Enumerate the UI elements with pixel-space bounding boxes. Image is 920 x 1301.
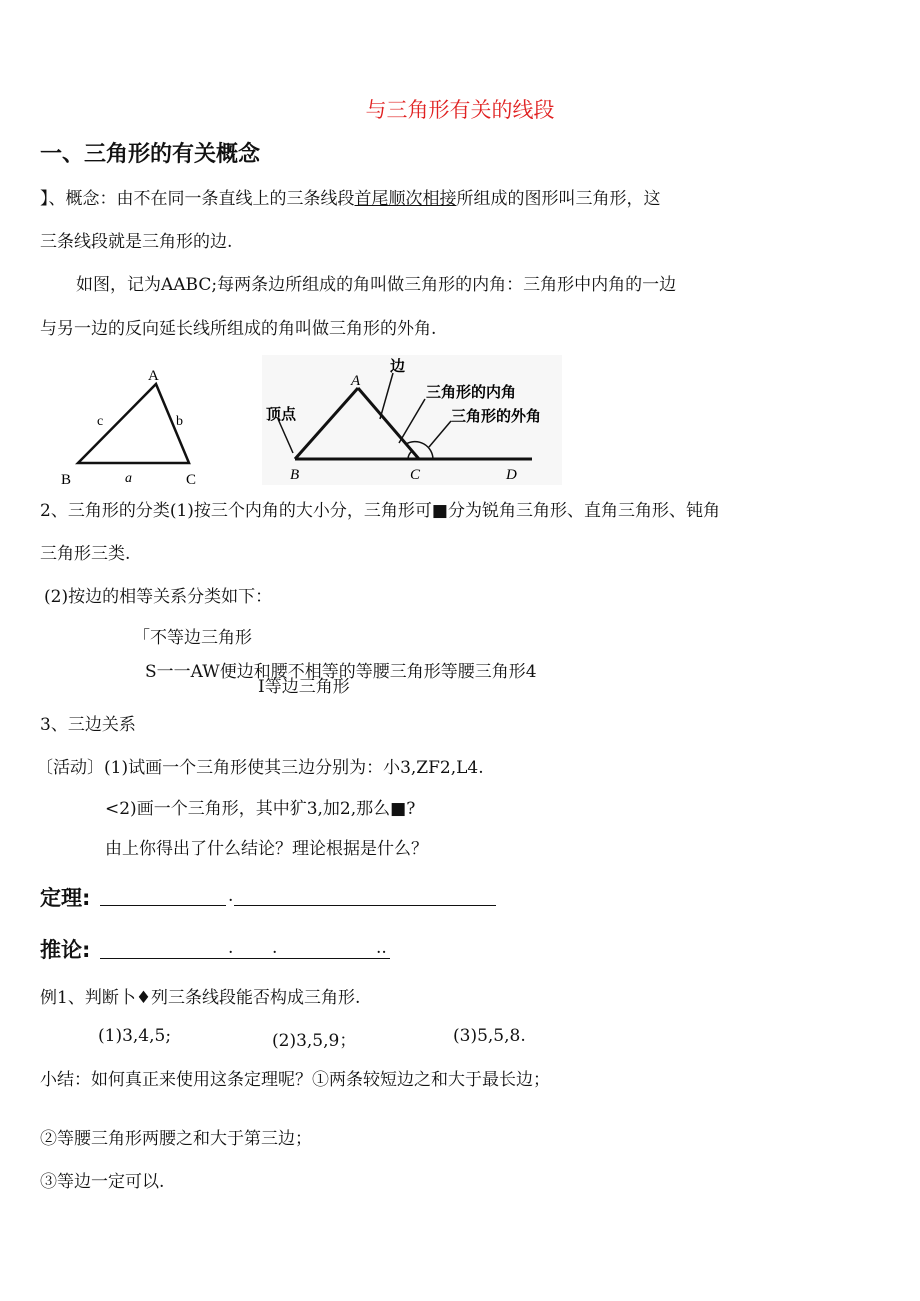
theorem-label: 定理: [40, 886, 91, 910]
example-item-1: (1)3,4,5; [98, 1026, 172, 1046]
angle-definition-line2: 与另一边的反向延长线所组成的角叫做三角形的外角. [40, 319, 437, 339]
summary-line2: ②等腰三角形两腰之和大于第三边； [40, 1129, 312, 1149]
activity-2: <2)画一个三角形，其中犷3,加2,那么■? [105, 799, 416, 819]
exterior-angle-label: 三角形的外角 [451, 409, 542, 425]
concept-suffix: 所组成的图形叫三角形，这 [456, 189, 661, 209]
concept-line2: 三条线段就是三角形的边. [40, 232, 233, 252]
angle-figure [262, 355, 562, 485]
summary-line3: ③等边一定可以. [40, 1172, 165, 1192]
brace-bottom: I等边三角形 [258, 677, 350, 697]
vertex-c-label: C [186, 472, 197, 488]
vertex-b-label: B [290, 467, 300, 483]
example-item-2: (2)3,5,9； [272, 1031, 357, 1051]
three-sides-heading: 3、三边关系 [40, 715, 136, 735]
concept-paragraph [40, 184, 661, 209]
triangle-shape [78, 384, 189, 463]
vertex-c-label: C [410, 467, 421, 483]
triangle-figure [55, 362, 215, 492]
brace-top: 「不等边三角形 [133, 628, 252, 648]
activity-1: 〔活动〕(1)试画一个三角形使其三边分别为：小3,ZF2,L4. [36, 758, 484, 778]
vertex-a-label: A [148, 368, 159, 384]
corollary-dot-2: . [272, 938, 278, 958]
vertex-label: 顶点 [266, 407, 297, 423]
theorem-blank-2 [234, 905, 496, 906]
page-title: 与三角形有关的线段 [365, 98, 555, 122]
corollary-dot-3: .. [376, 938, 387, 958]
vertex-b-label: B [61, 472, 72, 488]
corollary-blank [100, 958, 390, 959]
point-d-label: D [506, 467, 517, 483]
example-1: 例1、判断卜♦列三条线段能否构成三角形. [40, 988, 361, 1008]
corollary-dot-1: . [228, 938, 234, 958]
classification-line2: 三角形三类. [40, 544, 131, 564]
example-item-3: (3)5,5,8. [453, 1026, 526, 1046]
summary-line1: 小结：如何真正来使用这条定理呢？①两条较短边之和大于最长边； [40, 1070, 550, 1090]
activity-question: 由上你得出了什么结论？理论根据是什么？ [105, 839, 428, 859]
side-c-label: c [97, 414, 104, 429]
concept-underlined: 首尾顺次相接 [354, 189, 457, 209]
angle-definition-line1: 如图，记为AABC;每两条边所组成的角叫做三角形的内角：三角形中内角的一边 [76, 275, 677, 295]
classification-line3: (2)按边的相等关系分类如下： [44, 587, 273, 607]
interior-angle-label: 三角形的内角 [426, 385, 517, 401]
brace-mid: S一一AW便边和腰不相等的等腰三角形等腰三角形4 [145, 662, 537, 682]
vertex-a-label: A [351, 373, 361, 389]
side-a-label: a [125, 471, 132, 486]
classification-line1: 2、三角形的分类(1)按三个内角的大小分，三角形可■分为锐角三角形、直角三角形、钝角 [40, 501, 720, 521]
side-label: 边 [390, 359, 406, 375]
side-b-label: b [176, 414, 183, 429]
theorem-blank-1 [100, 905, 226, 906]
concept-prefix: 】、概念：由不在同一条直线上的三条线段 [40, 189, 355, 209]
section-heading: 一、三角形的有关概念 [40, 142, 261, 167]
theorem-dot: . [228, 886, 234, 906]
corollary-label: 推论: [40, 938, 91, 962]
